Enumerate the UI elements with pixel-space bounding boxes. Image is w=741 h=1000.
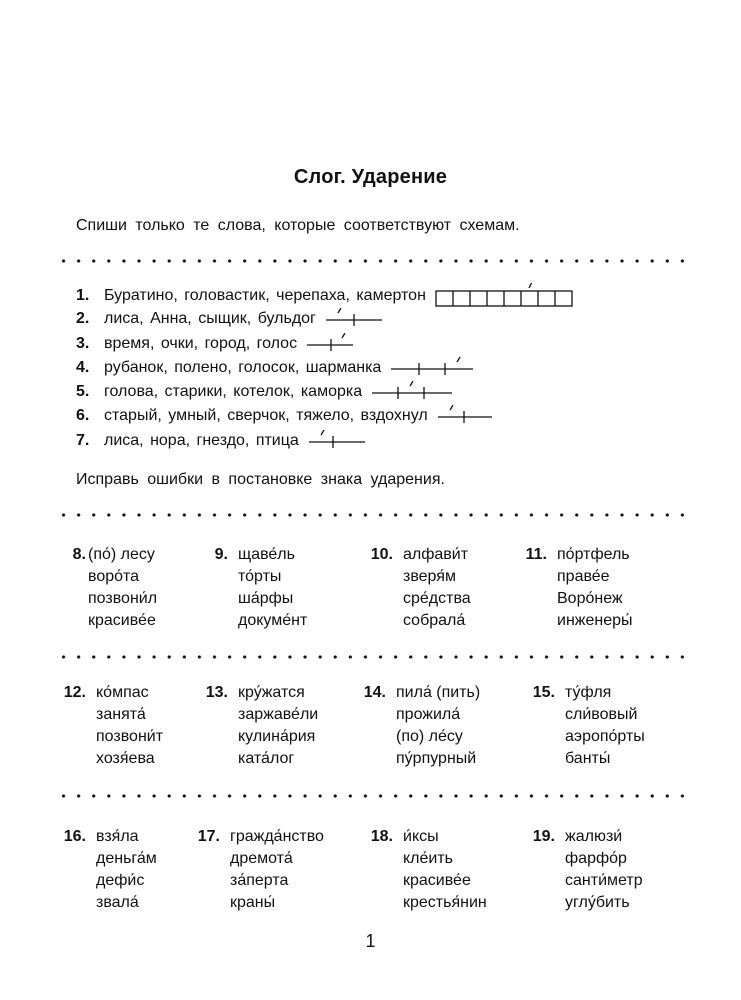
group-words	[396, 682, 480, 770]
word: кру́жатся	[238, 684, 305, 701]
dotted-separator	[56, 259, 688, 263]
word: деньга́м	[96, 850, 157, 867]
exercise-group-13	[188, 682, 348, 774]
exercise-group-17	[180, 826, 360, 918]
group-words	[230, 826, 324, 914]
word: по́ртфель	[557, 546, 630, 563]
dotted-separator	[56, 513, 688, 517]
group-words	[238, 682, 318, 770]
word: углу́бить	[565, 894, 630, 911]
word: пила́ (пить)	[396, 684, 481, 701]
group-number: 14.	[363, 684, 386, 701]
word: то́рты	[238, 568, 282, 585]
group-words	[557, 544, 633, 632]
word: (по) ле́су	[396, 728, 463, 745]
word: ко́мпас	[96, 684, 149, 701]
word: взя́ла	[96, 828, 139, 845]
group-words	[238, 544, 307, 632]
word: заржаве́ли	[238, 706, 319, 723]
word: за́перта	[230, 872, 289, 889]
word: занята́	[96, 706, 146, 723]
group-words	[96, 682, 163, 770]
word: собрала́	[403, 612, 466, 629]
word: позвони́т	[96, 728, 164, 745]
word: Воро́неж	[557, 590, 623, 607]
group-number: 10.	[370, 546, 393, 563]
group-number: 9.	[214, 546, 228, 563]
group-number: 12.	[63, 684, 86, 701]
group-number: 11.	[525, 546, 547, 563]
group-words	[88, 544, 157, 632]
dotted-separator	[56, 794, 688, 798]
task-number: 5.	[76, 383, 90, 400]
word: хозя́ева	[96, 750, 155, 767]
group-number: 13.	[205, 684, 228, 701]
task-words: время, очки, город, голос	[104, 335, 298, 352]
task-6	[76, 405, 494, 427]
task-number: 1.	[76, 287, 90, 304]
word: краны́	[230, 894, 276, 911]
instruction-2: Исправь ошибки в постановке знака ударения.	[76, 471, 445, 488]
group-number: 18.	[370, 828, 393, 845]
word: инженеры́	[557, 612, 633, 629]
word: зверя́м	[403, 568, 456, 585]
task-words: старый, умный, сверчок, тяжело, вздохнул	[104, 407, 428, 424]
task-words: Буратино, головастик, черепаха, камертон	[104, 287, 426, 304]
word: пу́рпурный	[396, 750, 477, 767]
word: сре́дства	[403, 590, 471, 607]
exercise-group-10	[353, 544, 513, 636]
word: дремота́	[230, 850, 293, 867]
page-title: Слог. Ударение	[293, 166, 448, 188]
word: воро́та	[88, 568, 140, 585]
task-words: голова, старики, котелок, каморка	[104, 383, 363, 400]
word: (по́) лесу	[88, 546, 155, 563]
word: и́ксы	[403, 828, 439, 845]
word: ша́рфы	[238, 590, 294, 607]
word: аэропо́рты	[565, 728, 645, 745]
syllable-schema	[389, 357, 475, 379]
word: банты́	[565, 750, 611, 767]
group-words	[403, 826, 487, 914]
word: позвони́л	[88, 590, 158, 607]
exercise-group-9	[188, 544, 348, 636]
syllable-schema	[436, 405, 494, 427]
exercise-group-14	[346, 682, 526, 774]
task-2	[76, 308, 384, 330]
syllable-schema	[305, 333, 355, 355]
task-4	[76, 357, 475, 379]
dotted-separator	[56, 655, 688, 659]
exercise-group-11	[507, 544, 687, 636]
task-words: рубанок, полено, голосок, шарманка	[104, 359, 382, 376]
word: кулина́рия	[238, 728, 316, 745]
word: ката́лог	[238, 750, 295, 767]
syllable-schema	[434, 283, 574, 309]
task-words: лиса, Анна, сыщик, бульдог	[104, 310, 316, 327]
word: звала́	[96, 894, 139, 911]
word: фарфо́р	[565, 850, 627, 867]
word: праве́е	[557, 568, 610, 585]
group-number: 8.	[72, 546, 86, 563]
task-number: 2.	[76, 310, 90, 327]
word: гражда́нство	[230, 828, 324, 845]
word: дефи́с	[96, 872, 145, 889]
word: красиве́е	[88, 612, 156, 629]
exercise-group-12	[46, 682, 206, 774]
exercise-group-15	[515, 682, 695, 774]
word: крестья́нин	[403, 894, 487, 911]
task-number: 3.	[76, 335, 90, 352]
task-1	[76, 283, 574, 309]
group-number: 16.	[63, 828, 86, 845]
word: жалюзи́	[565, 828, 623, 845]
exercise-group-8	[46, 544, 206, 636]
group-words	[565, 826, 643, 914]
group-number: 17.	[197, 828, 220, 845]
task-7	[76, 430, 367, 452]
syllable-schema	[370, 381, 454, 403]
syllable-schema	[307, 430, 367, 452]
task-5	[76, 381, 454, 403]
exercise-group-18	[353, 826, 533, 918]
task-3	[76, 333, 355, 355]
group-words	[403, 544, 471, 632]
word: кле́ить	[403, 850, 454, 867]
word: докуме́нт	[238, 612, 308, 629]
page-number: 1	[365, 931, 376, 951]
group-words	[96, 826, 157, 914]
task-words: лиса, нора, гнездо, птица	[104, 432, 299, 449]
syllable-schema	[324, 308, 384, 330]
task-number: 6.	[76, 407, 90, 424]
word: прожила́	[396, 706, 461, 723]
instruction-1: Спиши только те слова, которые соответствуют схемам.	[76, 217, 520, 234]
word: санти́метр	[565, 872, 643, 889]
word: сли́вовый	[565, 706, 638, 723]
exercise-group-19	[515, 826, 695, 918]
group-number: 15.	[532, 684, 555, 701]
group-number: 19.	[532, 828, 555, 845]
group-words	[565, 682, 645, 770]
word: алфави́т	[403, 546, 469, 563]
task-number: 4.	[76, 359, 90, 376]
word: красиве́е	[403, 872, 471, 889]
task-number: 7.	[76, 432, 90, 449]
word: щаве́ль	[238, 546, 295, 563]
word: ту́фля	[565, 684, 612, 701]
